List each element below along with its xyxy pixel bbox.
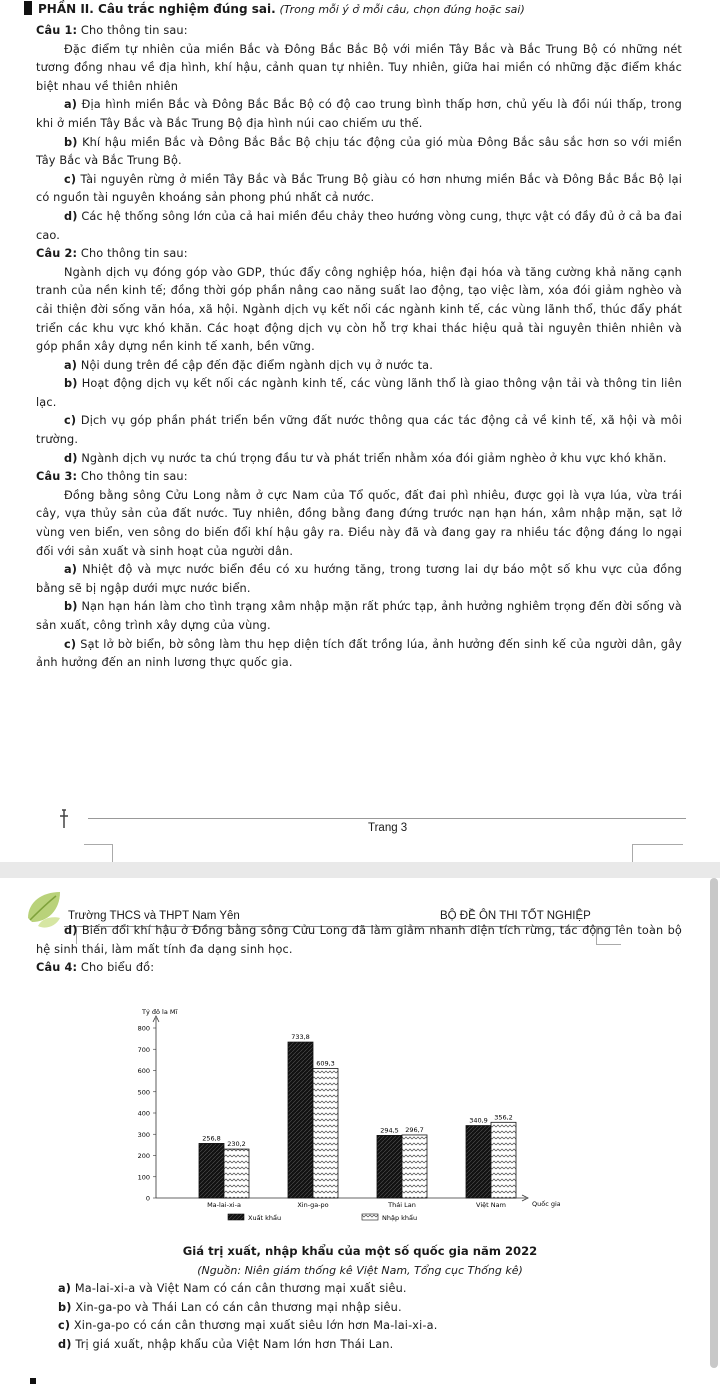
bar-value-label: 230,2 (227, 1140, 246, 1149)
category-label: Xin-ga-po (297, 1201, 329, 1209)
option-letter: d) (58, 1337, 72, 1351)
option-text: Dịch vụ góp phần phát triển bền vững đất nước thông qua các tác động cả về kinh tế, xã hội và môi trường. (36, 414, 682, 447)
option-text: Địa hình miền Bắc và Đông Bắc Bắc Bộ có độ cao trung bình thấp hơn, chủ yếu là đồi núi thấp, trong khi ở miền Tây Bắc và Bắc Trung Bộ địa hình núi cao chiếm ưu thế. (36, 98, 682, 130)
section-marker (24, 1, 32, 15)
option-text: Xin-ga-po có cán cân thương mại xuất siêu lớn hơn Ma-lai-xi-a. (73, 1319, 438, 1333)
question-2-option-b[interactable] (36, 375, 682, 412)
question-lead: Cho thông tin sau: (80, 470, 188, 484)
option-letter: b) (64, 377, 78, 391)
option-letter: b) (58, 1300, 72, 1314)
y-tick-label: 800 (137, 1024, 150, 1033)
chart-source: (Nguồn: Niên giám thống kê Việt Nam, Tổng cục Thống kê) (197, 1264, 523, 1277)
page-marker (30, 1378, 36, 1384)
question-1-option-a[interactable] (36, 96, 682, 133)
option-letter: d) (64, 924, 78, 937)
question-label: Câu 1: (36, 24, 78, 37)
y-tick-label: 100 (137, 1173, 150, 1182)
crop-mark (632, 844, 683, 863)
y-tick-label: 0 (145, 1194, 150, 1203)
option-letter: a) (64, 358, 78, 372)
bar-value-label: 294,5 (380, 1126, 399, 1135)
bar-value-label: 733,8 (291, 1033, 310, 1042)
legend-label-export: Xuất khẩu (248, 1214, 282, 1222)
chart-caption: Giá trị xuất, nhập khẩu của một số quốc gia năm 2022 (182, 1244, 538, 1258)
option-text: Nạn hạn hán làm cho tình trạng xâm nhập mặn rất phức tạp, ảnh hưởng nghiêm trọng đến đời sống và sản xuất, công trình xây dựng của vùng. (36, 600, 682, 632)
question-3-option-c[interactable] (36, 636, 682, 673)
question-2-heading (36, 245, 682, 264)
question-1-option-d[interactable] (36, 208, 682, 245)
option-letter: d) (64, 451, 78, 465)
footer-rule (88, 818, 686, 819)
y-tick-label: 200 (137, 1152, 150, 1160)
question-2-option-c[interactable] (36, 412, 682, 449)
section-instruction: (Trong mỗi ý ở mỗi câu, chọn đúng hoặc sai) (279, 3, 525, 16)
question-3-option-b[interactable] (36, 598, 682, 635)
bar-export (377, 1135, 402, 1198)
y-tick-label: 500 (137, 1088, 150, 1097)
question-lead: Cho biểu đồ: (80, 961, 155, 975)
bar-export (288, 1042, 313, 1198)
category-label: Việt Nam (476, 1201, 506, 1209)
legend-label-import: Nhập khẩu (382, 1214, 418, 1222)
question-1-option-c[interactable] (36, 171, 682, 208)
option-letter: b) (64, 135, 78, 149)
option-text: Sạt lở bờ biển, bờ sông làm thu hẹp diện tích đất trồng lúa, ảnh hưởng đến sinh kế của người dân, gây ảnh hưởng đến an ninh lương thực quốc gia. (36, 637, 682, 670)
question-label: Câu 3: (36, 470, 78, 484)
page-4 (0, 878, 720, 1384)
question-4-heading (36, 959, 682, 978)
page-gap (0, 862, 720, 878)
cursor-icon (56, 808, 78, 832)
question-4-option-d[interactable] (36, 1336, 682, 1355)
bar-value-label: 340,9 (469, 1116, 488, 1125)
question-lead: Cho thông tin sau: (80, 24, 188, 37)
question-lead: Cho thông tin sau: (80, 247, 188, 261)
question-3-option-a[interactable] (36, 561, 682, 598)
question-2-passage: Ngành dịch vụ đóng góp vào GDP, thúc đẩy công nghiệp hóa, hiện đại hóa và tăng cường khả năng cạnh tranh của nền kinh tế; đồng thời góp phần nâng cao năng suất lao động, tạo việc làm, xóa đói giảm nghèo và cải thiện đời sống văn hóa, xã hội. Ngành dịch vụ kết nối các ngành kinh tế, các vùng lãnh thổ, thúc đẩy phát triển các khu vực khó khăn. Các hoạt động dịch vụ còn hỗ trợ khai thác hiệu quả tài nguyên thiên nhiên và góp phần xây dựng nền kinh tế xanh, bền vững. (36, 265, 682, 354)
bar-import (224, 1149, 249, 1198)
option-text: Trị giá xuất, nhập khẩu của Việt Nam lớn hơn Thái Lan. (75, 1337, 394, 1351)
y-tick-label: 400 (137, 1109, 150, 1118)
option-text: Xin-ga-po và Thái Lan có cán cân thương mại nhập siêu. (75, 1300, 402, 1314)
bar-value-label: 296,7 (405, 1125, 424, 1134)
question-2-option-a[interactable] (36, 357, 682, 376)
category-label: Ma-lai-xi-a (207, 1201, 241, 1209)
questions-block-2 (36, 922, 682, 978)
bar-value-label: 609,3 (316, 1059, 335, 1068)
question-label: Câu 4: (36, 961, 78, 975)
option-text: Biến đổi khí hậu ở Đồng bằng sông Cửu Long đã làm giảm nhanh diện tích rừng, tác động lên toàn bộ hệ sinh thái, làm mất tính đa dạng sinh học. (36, 924, 682, 956)
page-number: Trang 3 (368, 822, 408, 834)
option-letter: c) (58, 1319, 71, 1333)
question-3-heading (36, 468, 682, 487)
legend-swatch-export (228, 1214, 244, 1220)
option-text: Ngành dịch vụ nước ta chú trọng đầu tư và phát triển nhằm xóa đói giảm nghèo ở khu vực khó khăn. (81, 451, 667, 465)
option-letter: b) (64, 600, 78, 614)
crop-mark (84, 844, 113, 863)
option-letter: d) (64, 209, 78, 223)
question-3-option-d[interactable] (36, 922, 682, 959)
school-name: Trường THCS và THPT Nam Yên (68, 910, 240, 922)
question-2-option-d[interactable] (36, 450, 682, 469)
question-3-passage: Đồng bằng sông Cửu Long nằm ở cực Nam của Tổ quốc, đất đai phì nhiêu, được gọi là vựa lúa, vừa trái cây, vựa thủy sản của đất nước. Tuy nhiên, đồng bằng đang đứng trước nạn hạn hán, xâm nhập mặn, sạt lở vùng ven biển, ven sông do biến đổi khí hậu gây ra. Điều này đã và đang gay ra nhiều tác động đáng lo ngại đối với sản xuất và sinh hoạt của người dân. (36, 488, 682, 558)
question-4-options (36, 1280, 682, 1354)
y-tick-label: 300 (137, 1130, 150, 1139)
question-4-option-b[interactable] (36, 1299, 682, 1318)
option-text: Nội dung trên đề cập đến đặc điểm ngành dịch vụ ở nước ta. (80, 358, 433, 372)
question-1-option-b[interactable] (36, 134, 682, 171)
section-title (24, 0, 525, 19)
bar-value-label: 356,2 (494, 1113, 513, 1122)
bar-import (313, 1069, 338, 1198)
question-4-option-c[interactable] (36, 1317, 682, 1336)
option-text: Nhiệt độ và mực nước biển đều có xu hướng tăng, trong tương lai dự báo một số khu vực của đồng bằng sẽ bị ngập dưới mực nước biển. (36, 563, 682, 595)
question-label: Câu 2: (36, 247, 78, 261)
question-1-heading (36, 22, 682, 41)
option-text: Tài nguyên rừng ở miền Tây Bắc và Bắc Trung Bộ giàu có hơn nhưng miền Bắc và Đông Bắc Bắc Bộ lại có nguồn tài nguyên khoáng sản phong phú nhất cả nước. (36, 172, 682, 205)
bar-chart (120, 1004, 560, 1240)
bar-export (466, 1126, 491, 1198)
bar-import (402, 1135, 427, 1198)
option-letter: a) (64, 563, 78, 577)
bar-value-label: 256,8 (202, 1134, 221, 1143)
exam-set-title: BỘ ĐỀ ÔN THI TỐT NGHIỆP (440, 910, 591, 922)
y-axis-label: Tỷ đô la Mĩ (142, 1008, 178, 1016)
legend-swatch-import (362, 1214, 378, 1220)
option-text: Ma-lai-xi-a và Việt Nam có cán cân thương mại xuất siêu. (74, 1282, 407, 1295)
y-tick-label: 700 (137, 1045, 150, 1054)
question-1-passage: Đặc điểm tự nhiên của miền Bắc và Đông Bắc Bắc Bộ với miền Tây Bắc và Bắc Trung Bộ có những nét tương đồng nhau về địa hình, khí hậu, cảnh quan tự nhiên. Tuy nhiên, giữa hai miền có những đặc điểm khác biệt nhau về thiên nhiên (36, 42, 682, 93)
x-axis-label: Quốc gia (532, 1200, 560, 1208)
bar-export (199, 1143, 224, 1198)
bar-import (491, 1122, 516, 1198)
section-heading: PHẦN II. Câu trắc nghiệm đúng sai. (38, 2, 276, 16)
option-letter: a) (58, 1282, 72, 1295)
chart (120, 1004, 560, 1240)
option-text: Khí hậu miền Bắc và Đông Bắc Bắc Bộ chịu tác động của gió mùa Đông Bắc sâu sắc hơn so với miền Tây Bắc và Bắc Trung Bộ. (36, 135, 682, 168)
y-tick-label: 600 (137, 1067, 150, 1075)
scrollbar[interactable] (710, 878, 718, 1368)
question-4-option-a[interactable] (36, 1280, 682, 1299)
option-letter: c) (64, 414, 77, 428)
option-text: Các hệ thống sông lớn của cả hai miền đều chảy theo hướng vòng cung, thực vật có đầy đủ ở cả ba đai cao. (36, 209, 682, 242)
category-label: Thái Lan (388, 1201, 416, 1209)
option-letter: c) (64, 637, 77, 651)
questions-block (36, 22, 682, 673)
option-text: Hoạt động dịch vụ kết nối các ngành kinh tế, các vùng lãnh thổ là giao thông vận tải và thông tin liên lạc. (36, 377, 682, 409)
option-letter: a) (64, 98, 78, 112)
option-letter: c) (64, 172, 77, 186)
